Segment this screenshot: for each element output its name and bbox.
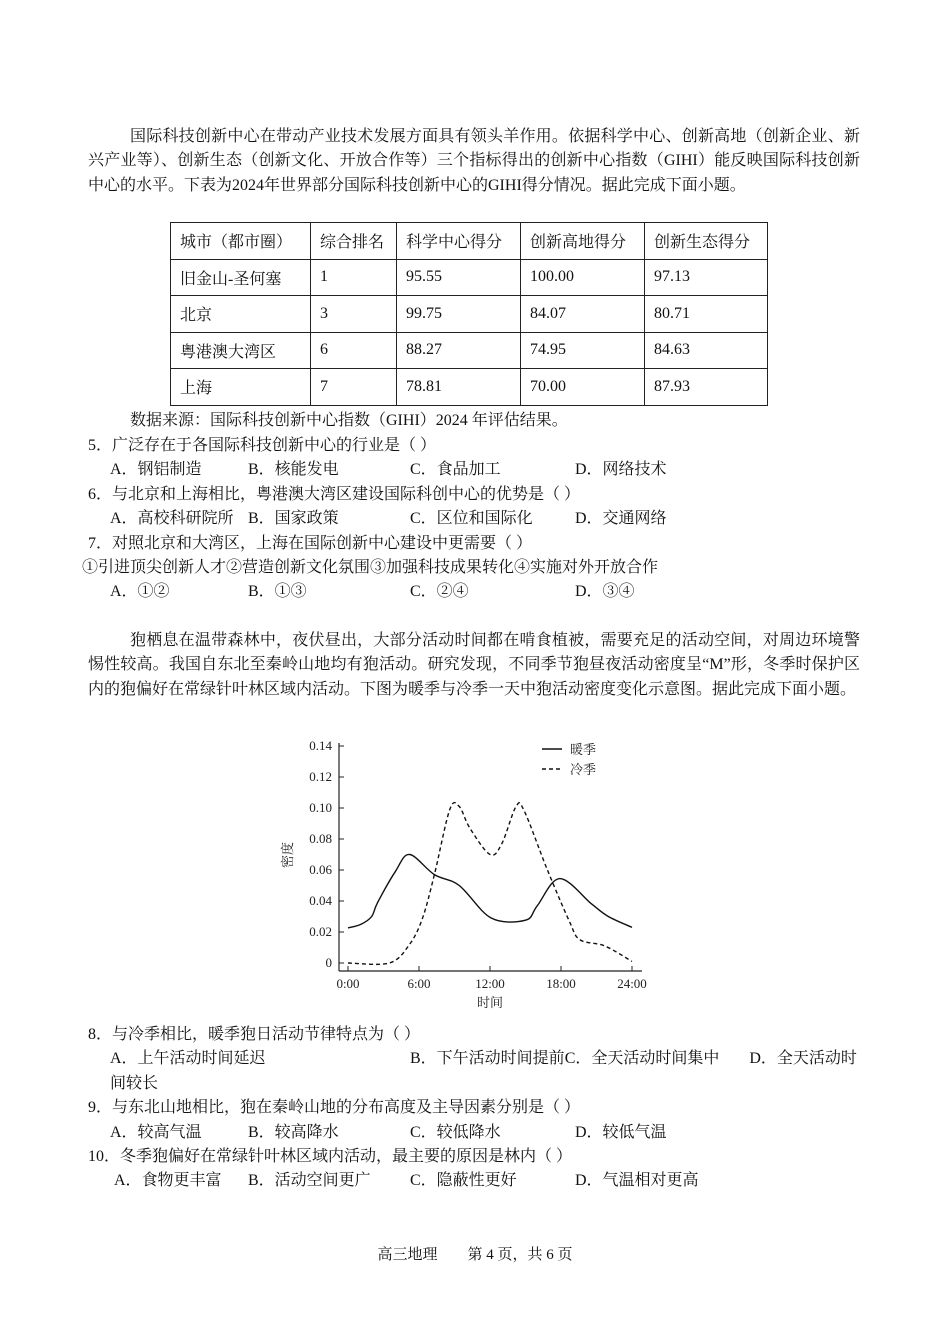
table-cell: 旧金山-圣何塞 <box>171 259 311 296</box>
option-b: B．①③ <box>248 583 307 601</box>
question-stem: 8．与冷季相比，暖季狍日活动节律特点为（ ） <box>88 1026 421 1043</box>
question-group-2 <box>88 1023 860 1194</box>
table-cell: 99.75 <box>397 296 521 333</box>
question-stem: 9．与东北山地相比，狍在秦岭山地的分布高度及主导因素分别是（ ） <box>88 1099 581 1117</box>
option-d: D．较低气温 <box>575 1123 667 1141</box>
option-row <box>88 1121 860 1145</box>
legend-label: 冷季 <box>570 762 597 777</box>
table-header-row <box>171 223 768 260</box>
table-cell: 87.93 <box>645 369 768 406</box>
option-row <box>88 1169 860 1193</box>
question-stem: 7．对照北京和大湾区，上海在国际创新中心建设中更需要（ ） <box>88 534 533 552</box>
y-tick-label: 0.14 <box>309 738 332 753</box>
table-cell: 95.55 <box>397 259 521 296</box>
option-a: A．食物更丰富 <box>114 1172 222 1190</box>
option-d: D．交通网络 <box>575 510 667 528</box>
option-d: D．气温相对更高 <box>575 1172 699 1190</box>
passage-2: 狍栖息在温带森林中，夜伏昼出，大部分活动时间都在啃食植被，需要充足的活动空间，对周边环境警惕性较高。我国自东北至秦岭山地均有狍活动。研究发现，不同季节狍昼夜活动密度呈“M”形，冬季时保护区内的狍偏好在常绿针叶林区域内活动。下图为暖季与冷季一天中狍活动密度变化示意图。据此完成下面小题。 <box>88 632 860 698</box>
option-row <box>88 1047 858 1096</box>
option-a: A．上午活动时间延迟 <box>110 1050 266 1068</box>
table-row <box>171 332 768 369</box>
x-tick-label: 18:00 <box>546 976 576 991</box>
series-line-cold <box>348 803 632 965</box>
table-cell: 粤港澳大湾区 <box>171 332 311 369</box>
option-c: C．全天活动时间集中 <box>564 1050 720 1068</box>
table-row <box>171 259 768 296</box>
series-line-warm <box>348 854 632 927</box>
option-d: D．全天活动时间较长 <box>110 1050 857 1092</box>
option-a: A．①② <box>110 583 170 601</box>
option-row <box>88 507 860 531</box>
table-cell: 上海 <box>171 369 311 406</box>
y-tick-label: 0.10 <box>309 800 332 815</box>
table-cell: 100.00 <box>521 259 645 296</box>
table-cell: 97.13 <box>645 259 768 296</box>
question-items: ①引进顶尖创新人才②营造创新文化氛围③加强科技成果转化④实施对外开放合作 <box>82 559 659 576</box>
option-row <box>88 458 860 482</box>
table-header: 创新高地得分 <box>521 223 645 260</box>
option-c: C．较低降水 <box>410 1123 501 1141</box>
option-d: D．网络技术 <box>575 461 667 479</box>
x-tick-label: 0:00 <box>336 976 360 991</box>
table-cell: 74.95 <box>521 332 645 369</box>
y-tick-label: 0 <box>325 955 332 970</box>
table-header: 科学中心得分 <box>397 223 521 260</box>
table-cell: 78.81 <box>397 369 521 406</box>
option-b: B．下午活动时间提前 <box>410 1050 565 1068</box>
page-footer: 高三地理 第 4 页，共 6 页 <box>377 1247 573 1263</box>
table-row <box>171 369 768 406</box>
option-c: C．食品加工 <box>410 461 501 479</box>
table-cell: 7 <box>311 369 397 406</box>
option-b: B．核能发电 <box>248 461 339 479</box>
question-group-1 <box>82 434 860 605</box>
table-cell: 80.71 <box>645 296 768 333</box>
table-header: 创新生态得分 <box>645 223 768 260</box>
x-tick-label: 12:00 <box>475 976 505 991</box>
y-tick-label: 0.12 <box>309 769 332 784</box>
table-cell: 84.63 <box>645 332 768 369</box>
table-cell: 70.00 <box>521 369 645 406</box>
option-a: A．高校科研院所 <box>110 510 234 528</box>
option-c: C．隐蔽性更好 <box>410 1172 517 1190</box>
gihi-table <box>170 222 768 406</box>
y-tick-label: 0.06 <box>309 862 332 877</box>
table-row <box>171 296 768 333</box>
legend-label: 暖季 <box>570 742 597 757</box>
option-b: B．较高降水 <box>248 1123 339 1141</box>
table-cell: 3 <box>311 296 397 333</box>
table-header: 城市（都市圈） <box>171 223 311 260</box>
option-b: B．国家政策 <box>248 510 339 528</box>
option-a: A．钢铝制造 <box>110 461 202 479</box>
y-tick-label: 0.08 <box>309 831 332 846</box>
option-c: C．②④ <box>410 583 469 601</box>
question-stem: 6．与北京和上海相比，粤港澳大湾区建设国际科创中心的优势是（ ） <box>88 485 581 503</box>
table-cell: 88.27 <box>397 332 521 369</box>
question-stem: 5．广泛存在于各国际科技创新中心的行业是（ ） <box>88 437 437 454</box>
table-header: 综合排名 <box>311 223 397 260</box>
table-cell: 6 <box>311 332 397 369</box>
table-cell: 1 <box>311 259 397 296</box>
x-axis-label: 时间 <box>476 995 504 1010</box>
table-cell: 北京 <box>171 296 311 333</box>
table-cell: 84.07 <box>521 296 645 333</box>
x-tick-label: 6:00 <box>407 976 431 991</box>
option-b: B．活动空间更广 <box>248 1172 371 1190</box>
passage-1: 国际科技创新中心在带动产业技术发展方面具有领头羊作用。依据科学中心、创新高地（创新企业、新兴产业等）、创新生态（创新文化、开放合作等）三个指标得出的创新中心指数（GIHI）能反映国际科技创新中心的水平。下表为2024年世界部分国际科技创新中心的GIHI得分情况。据此完成下面小题。 <box>88 128 860 194</box>
option-a: A．较高气温 <box>110 1123 202 1141</box>
y-axis-label: 密度 <box>280 841 295 869</box>
x-tick-label: 24:00 <box>617 976 647 991</box>
y-tick-label: 0.02 <box>309 924 332 939</box>
y-tick-label: 0.04 <box>309 893 332 908</box>
option-c: C．区位和国际化 <box>410 510 533 528</box>
option-row <box>88 580 860 604</box>
option-d: D．③④ <box>575 583 635 601</box>
activity-density-chart <box>280 735 660 1015</box>
question-stem: 10．冬季狍偏好在常绿针叶林区域内活动，最主要的原因是林内（ ） <box>88 1148 573 1166</box>
table-source-note: 数据来源：国际科技创新中心指数（GIHI）2024 年评估结果。 <box>130 412 568 429</box>
